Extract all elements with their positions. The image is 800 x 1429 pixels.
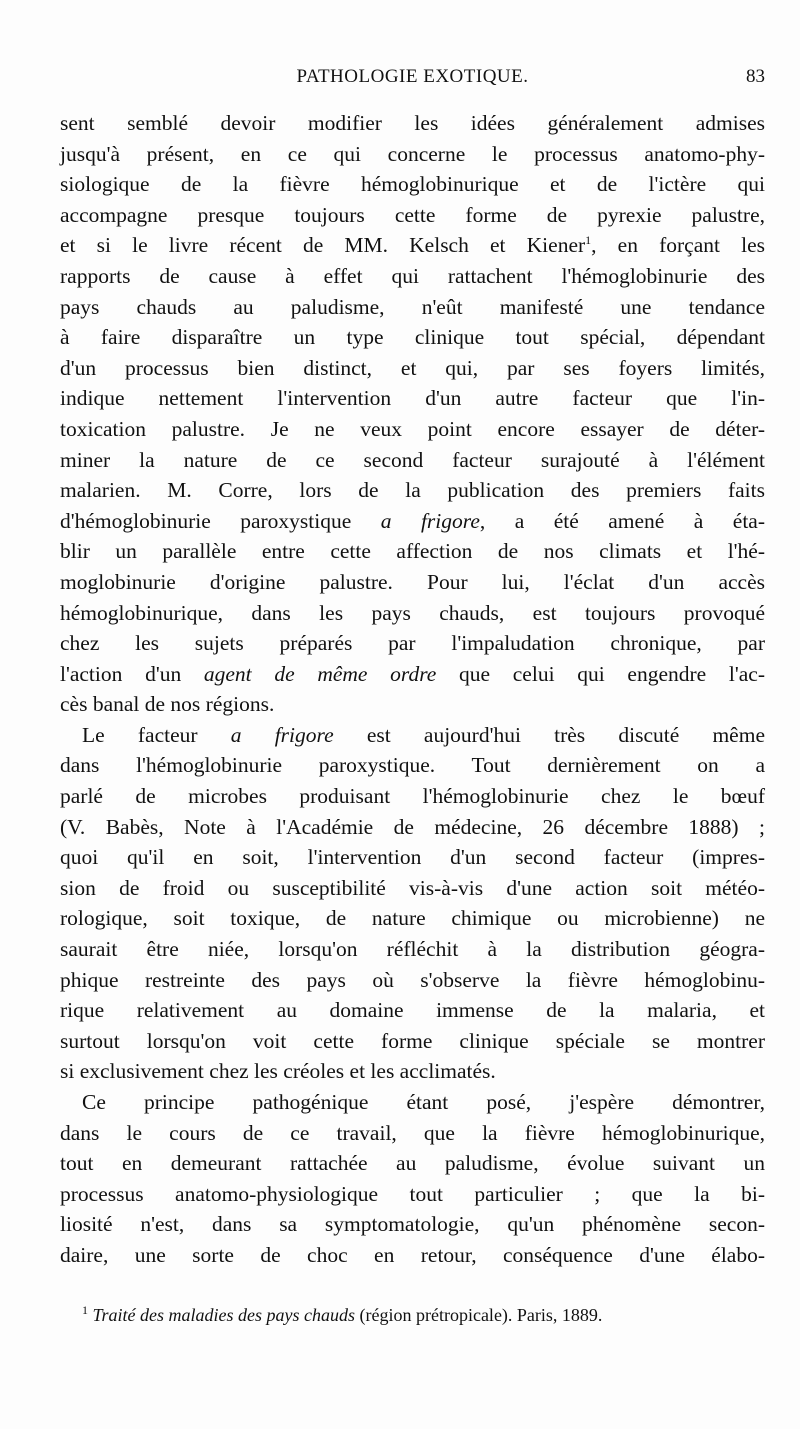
text-line: Le facteur a frigore est aujourd'hui très discuté même <box>82 722 765 747</box>
text-line: à faire disparaître un type clinique tout spécial, dépendant <box>60 325 765 350</box>
text-line: saurait être niée, lorsqu'on réfléchit à la distribution géogra- <box>60 937 765 962</box>
page-header <box>60 66 765 96</box>
text-line: processus anatomo-physiologique tout particulier ; que la bi- <box>60 1181 765 1206</box>
text-line: pays chauds au paludisme, n'eût manifesté une tendance <box>60 294 765 319</box>
text-line: l'action d'un agent de même ordre que celui qui engendre l'ac- <box>60 661 765 686</box>
text-line: hémoglobinurique, dans les pays chauds, est toujours provoqué <box>60 600 765 625</box>
footnote-text: (région prétropicale). Paris, 1889. <box>355 1305 603 1325</box>
text-line: chez les sujets préparés par l'impaludation chronique, par <box>60 631 765 656</box>
footnote-title: Traité des maladies des pays chauds <box>92 1305 355 1325</box>
text-line: surtout lorsqu'on voit cette forme clinique spéciale se montrer <box>60 1028 765 1053</box>
text-line: malarien. M. Corre, lors de la publication des premiers faits <box>60 478 765 503</box>
text-line: daire, une sorte de choc en retour, conséquence d'une élabo- <box>60 1242 765 1267</box>
text-line: siologique de la fièvre hémoglobinurique et de l'ictère qui <box>60 172 765 197</box>
text-line: liosité n'est, dans sa symptomatologie, qu'un phénomène secon- <box>60 1212 765 1237</box>
text-line: dans le cours de ce travail, que la fièvre hémoglobinurique, <box>60 1120 765 1145</box>
text-line: si exclusivement chez les créoles et les acclimatés. <box>60 1059 496 1084</box>
text-line: miner la nature de ce second facteur surajouté à l'élément <box>60 447 765 472</box>
text-line: sion de froid ou susceptibilité vis-à-vis d'une action soit météo- <box>60 875 765 900</box>
text-line: rapports de cause à effet qui rattachent l'hémoglobinurie des <box>60 263 765 288</box>
text-line: sent semblé devoir modifier les idées généralement admises <box>60 111 765 135</box>
text-line: tout en demeurant rattachée au paludisme, évolue suivant un <box>60 1151 765 1176</box>
text-line: accompagne presque toujours cette forme de pyrexie palustre, <box>60 202 765 227</box>
text-line: cès banal de nos régions. <box>60 692 275 717</box>
text-line: indique nettement l'intervention d'un autre facteur que l'in- <box>60 386 765 411</box>
text-line: moglobinurie d'origine palustre. Pour lui, l'éclat d'un accès <box>60 569 765 594</box>
text-line: toxication palustre. Je ne veux point encore essayer de déter- <box>60 416 765 441</box>
running-title: PATHOLOGIE EXOTIQUE. <box>296 66 529 87</box>
footnote-mark: 1 <box>82 1303 88 1317</box>
text-line: phique restreinte des pays où s'observe la fièvre hémoglobinu- <box>60 967 765 992</box>
footnote <box>82 1305 762 1326</box>
text-line: rique relativement au domaine immense de la malaria, et <box>60 998 765 1023</box>
text-line: jusqu'à présent, en ce qui concerne le processus anatomo-phy- <box>60 141 765 166</box>
page-number: 83 <box>746 66 765 87</box>
text-line: parlé de microbes produisant l'hémoglobinurie chez le bœuf <box>60 784 765 809</box>
footnote-ref: 1 <box>585 233 592 248</box>
text-line: et si le livre récent de MM. Kelsch et Kiener$^1$, en forçant les <box>60 233 765 258</box>
text-line: quoi qu'il en soit, l'intervention d'un second facteur (impres- <box>60 845 765 870</box>
text-line: blir un parallèle entre cette affection de nos climats et l'hé- <box>60 539 765 564</box>
text-line: rologique, soit toxique, de nature chimique ou microbienne) ne <box>60 906 765 931</box>
text-line: Ce principe pathogénique étant posé, j'espère démontrer, <box>82 1090 765 1114</box>
text-line: (V. Babès, Note à l'Académie de médecine, 26 décembre 1888) ; <box>60 814 765 839</box>
body-text <box>60 108 765 1271</box>
text-line: d'un processus bien distinct, et qui, par ses foyers limités, <box>60 355 765 380</box>
text-line: dans l'hémoglobinurie paroxystique. Tout dernièrement on a <box>60 753 765 778</box>
text-line: d'hémoglobinurie paroxystique a frigore, a été amené à éta- <box>60 508 765 533</box>
